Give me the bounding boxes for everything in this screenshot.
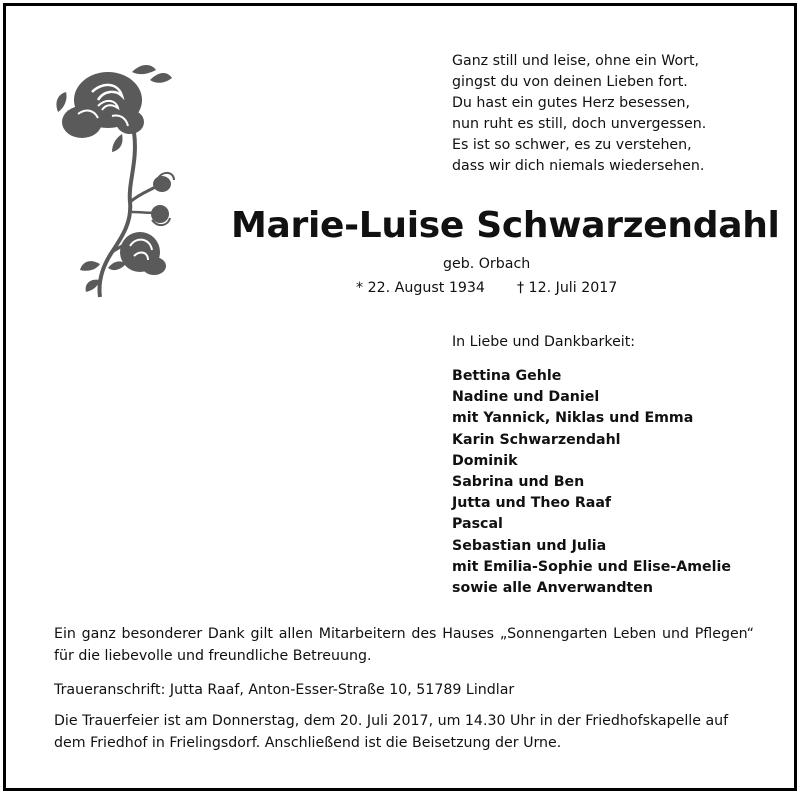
mourners-list <box>452 366 731 599</box>
list-item: Karin Schwarzendahl <box>452 431 621 448</box>
birth-date: * 22. August 1934 <box>356 280 485 296</box>
thanks-paragraph: Ein ganz besonderer Dank gilt allen Mitarbeitern des Hauses „Sonnengarten Leben und Pflegen“ für die liebevolle und freundliche Betreuung. <box>54 626 754 664</box>
poem-line: gingst du von deinen Lieben fort. <box>452 74 688 90</box>
list-item: Nadine und Daniel <box>452 389 600 406</box>
list-item: Bettina Gehle <box>452 368 562 384</box>
list-item: Sabrina und Ben <box>452 474 585 491</box>
list-item: Jutta und Theo Raaf <box>452 495 612 512</box>
list-item: Sebastian und Julia <box>452 537 607 554</box>
mourners-intro: In Liebe und Dankbarkeit: <box>452 334 636 350</box>
birth-name: geb. Orbach <box>443 256 531 272</box>
list-item: sowie alle Anverwandten <box>452 580 653 597</box>
list-item: mit Emilia-Sophie und Elise-Amelie <box>452 558 731 575</box>
poem-line: Du hast ein gutes Herz besessen, <box>452 95 690 111</box>
list-item: Pascal <box>452 516 503 533</box>
list-item: Dominik <box>452 452 518 469</box>
poem-line: Ganz still und leise, ohne ein Wort, <box>452 53 700 69</box>
mourning-address: Traueranschrift: Jutta Raaf, Anton-Esser-Straße 10, 51789 Lindlar <box>54 682 515 698</box>
poem <box>452 51 782 177</box>
obituary-notice <box>3 3 797 791</box>
list-item: mit Yannick, Niklas und Emma <box>452 410 694 427</box>
death-date: † 12. Juli 2017 <box>516 280 618 296</box>
poem-line: dass wir dich niemals wiedersehen. <box>452 158 705 174</box>
poem-line: Es ist so schwer, es zu verstehen, <box>452 137 692 153</box>
rose-icon <box>52 52 182 302</box>
deceased-name: Marie-Luise Schwarzendahl <box>231 205 780 246</box>
ceremony-paragraph: Die Trauerfeier ist am Donnerstag, dem 20. Juli 2017, um 14.30 Uhr in der Friedhofskapelle auf dem Friedhof in Frielingsdorf. Anschließend ist die Beisetzung der Urne. <box>54 713 729 751</box>
poem-line: nun ruht es still, doch unvergessen. <box>452 116 707 132</box>
life-dates <box>356 280 617 296</box>
